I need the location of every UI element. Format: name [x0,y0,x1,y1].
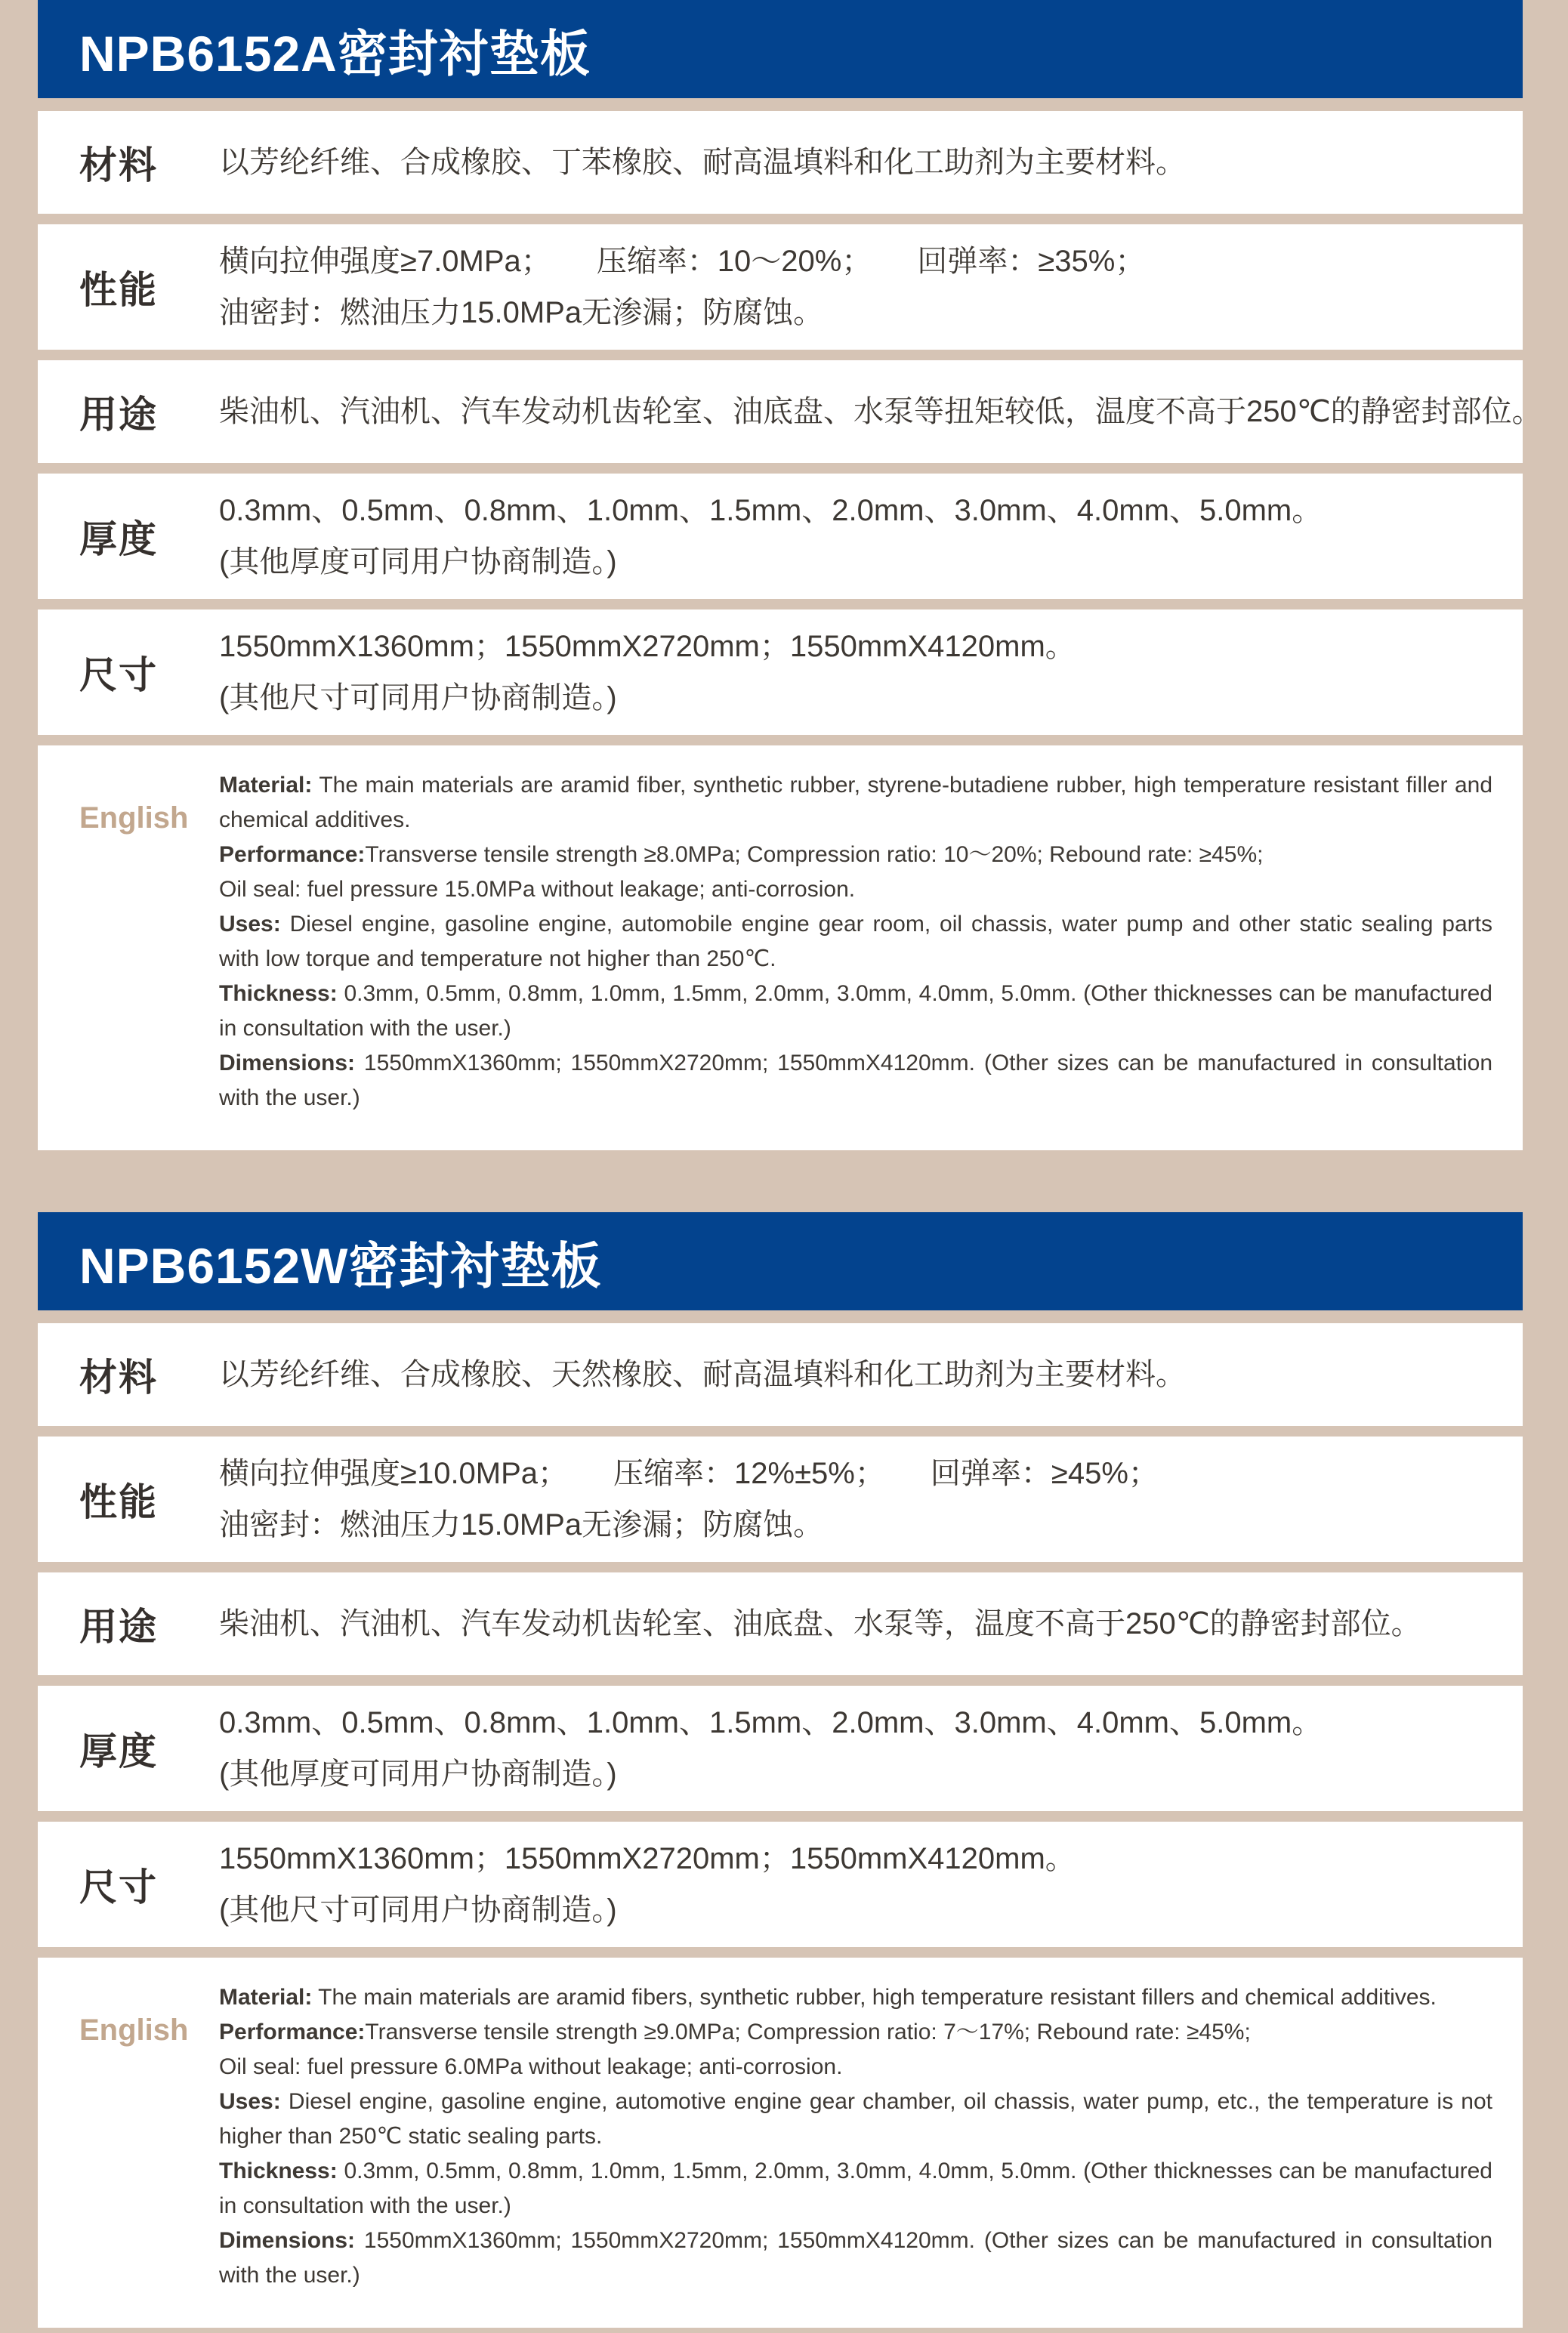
row-line: 0.3mm、0.5mm、0.8mm、1.0mm、1.5mm、2.0mm、3.0mm、4.0mm、5.0mm。 [219,1706,1323,1739]
english-paragraph-oilseal [219,872,1492,907]
paragraph-text: The main materials are aramid fibers, synthetic rubber, high temperature resistant fillers and chemical additives. [312,1985,1437,2010]
english-label: English [79,801,189,835]
page-content [38,0,1542,2328]
row-label-thickness: 厚度 [79,518,158,560]
paragraph-lead: Material: [219,1985,313,2010]
spec-row-material [38,111,1523,214]
spec-row-thickness [38,474,1523,599]
row-content [219,1444,1492,1554]
english-paragraph-material [219,768,1492,838]
paragraph-lead: Material: [219,773,313,798]
paragraph-lead: Uses: [219,2089,281,2114]
row-line: 1550mmX1360mm；1550mmX2720mm；1550mmX4120mm。 [219,630,1076,663]
english-paragraph-dimensions [219,2223,1492,2293]
row-line: (其他尺寸可同用户协商制造。) [219,681,617,714]
section-header [38,0,1523,98]
spec-row-material [38,1323,1523,1426]
spec-row-thickness [38,1686,1523,1811]
paragraph-text: Diesel engine, gasoline engine, automobile engine gear room, oil chassis, water pump and other static sealing parts with low torque and temperature not higher than 250℃. [219,912,1492,971]
paragraph-lead: Dimensions: [219,1051,356,1075]
english-paragraph-oilseal [219,2050,1492,2085]
row-content [219,382,1542,441]
paragraph-text: Oil seal: fuel pressure 15.0MPa without leakage; anti-corrosion. [219,877,856,902]
row-line: 横向拉伸强度≥10.0MPa； 压缩率：12%±5%； 回弹率：≥45%； [219,1457,1159,1490]
row-content [219,1693,1492,1804]
page-title: NPB6152A密封衬垫板 [79,25,591,82]
row-content [219,133,1492,192]
english-row [38,1958,1523,2328]
row-line: 0.3mm、0.5mm、0.8mm、1.0mm、1.5mm、2.0mm、3.0mm、4.0mm、5.0mm。 [219,494,1323,527]
row-label-dimensions: 尺寸 [79,654,158,696]
row-content [219,617,1492,727]
english-content [219,768,1492,1116]
row-line: (其他尺寸可同用户协商制造。) [219,1893,617,1927]
paragraph-text: 0.3mm, 0.5mm, 0.8mm, 1.0mm, 1.5mm, 2.0mm, 3.0mm, 4.0mm, 5.0mm. (Other thicknesses can be manufactured in consultation with the user.) [219,981,1492,1041]
row-line: 以芳纶纤维、合成橡胶、天然橡胶、耐高温填料和化工助剂为主要材料。 [219,1358,1186,1391]
row-line: 以芳纶纤维、合成橡胶、丁苯橡胶、耐高温填料和化工助剂为主要材料。 [219,146,1186,179]
row-label-material: 材料 [79,144,158,187]
paragraph-lead: Performance: [219,2020,366,2044]
row-content [219,1829,1492,1940]
paragraph-text: Transverse tensile strength ≥8.0MPa; Compression ratio: 10～20%; Rebound rate: ≥45%; [365,842,1264,867]
paragraph-lead: Performance: [219,842,366,867]
row-line: 横向拉伸强度≥7.0MPa； 压缩率：10～20%； 回弹率：≥35%； [219,245,1146,278]
section-header [38,1212,1523,1310]
paragraph-text: The main materials are aramid fiber, synthetic rubber, styrene-butadiene rubber, high temperature resistant filler and chemical additives. [219,773,1492,832]
paragraph-text: 0.3mm, 0.5mm, 0.8mm, 1.0mm, 1.5mm, 2.0mm, 3.0mm, 4.0mm, 5.0mm. (Other thicknesses can be manufactured in consultation with the user.) [219,2159,1492,2218]
spec-row-uses [38,360,1542,463]
english-paragraph-dimensions [219,1046,1492,1116]
english-paragraph-uses [219,2085,1492,2154]
paragraph-text: Diesel engine, gasoline engine, automotive engine gear chamber, oil chassis, water pump, etc., the temperature is not higher than 250℃ static sealing parts. [219,2089,1492,2149]
paragraph-text: Transverse tensile strength ≥9.0MPa; Compression ratio: 7～17%; Rebound rate: ≥45%; [365,2020,1251,2044]
row-label-dimensions: 尺寸 [79,1866,158,1909]
row-label-thickness: 厚度 [79,1730,158,1773]
english-content [219,1980,1492,2293]
spec-row-performance [38,224,1523,350]
page-title: NPB6152W密封衬垫板 [79,1237,602,1294]
row-line: 油密封：燃油压力15.0MPa无渗漏；防腐蚀。 [219,1508,824,1541]
row-label-performance: 性能 [79,1481,158,1523]
row-line: 柴油机、汽油机、汽车发动机齿轮室、油底盘、水泵等，温度不高于250℃的静密封部位。 [219,1607,1421,1640]
spec-row-dimensions [38,609,1523,735]
spec-row-dimensions [38,1822,1523,1947]
english-row [38,745,1523,1150]
paragraph-text: 1550mmX1360mm; 1550mmX2720mm; 1550mmX4120mm. (Other sizes can be manufactured in consultation with the user.) [219,1051,1492,1110]
row-label-performance: 性能 [79,269,158,311]
row-line: 1550mmX1360mm；1550mmX2720mm；1550mmX4120mm。 [219,1842,1076,1875]
row-line: 柴油机、汽油机、汽车发动机齿轮室、油底盘、水泵等扭矩较低，温度不高于250℃的静密封部位。 [219,395,1542,428]
row-content [219,1594,1492,1653]
spec-row-performance [38,1437,1523,1562]
row-content [219,481,1492,591]
paragraph-lead: Uses: [219,912,281,937]
row-label-material: 材料 [79,1356,158,1399]
row-label-uses: 用途 [79,393,158,436]
english-paragraph-thickness [219,977,1492,1046]
row-line: (其他厚度可同用户协商制造。) [219,1757,617,1791]
product-section-npb6152w [38,1212,1523,2328]
row-content [219,1345,1492,1404]
english-paragraph-performance [219,2015,1492,2050]
english-label: English [79,2014,189,2047]
paragraph-text: 1550mmX1360mm; 1550mmX2720mm; 1550mmX4120mm. (Other sizes can be manufactured in consultation with the user.) [219,2228,1492,2288]
english-paragraph-material [219,1980,1492,2015]
paragraph-lead: Dimensions: [219,2228,356,2253]
english-paragraph-performance [219,838,1492,872]
product-section-npb6152a [38,0,1542,1150]
english-paragraph-uses [219,907,1492,977]
row-line: (其他厚度可同用户协商制造。) [219,545,617,579]
paragraph-lead: Thickness: [219,981,338,1006]
paragraph-lead: Thickness: [219,2159,338,2183]
english-paragraph-thickness [219,2154,1492,2223]
row-label-uses: 用途 [79,1606,158,1648]
paragraph-text: Oil seal: fuel pressure 6.0MPa without leakage; anti-corrosion. [219,2054,843,2079]
row-line: 油密封：燃油压力15.0MPa无渗漏；防腐蚀。 [219,296,824,329]
row-content [219,232,1492,342]
spec-row-uses [38,1572,1523,1675]
